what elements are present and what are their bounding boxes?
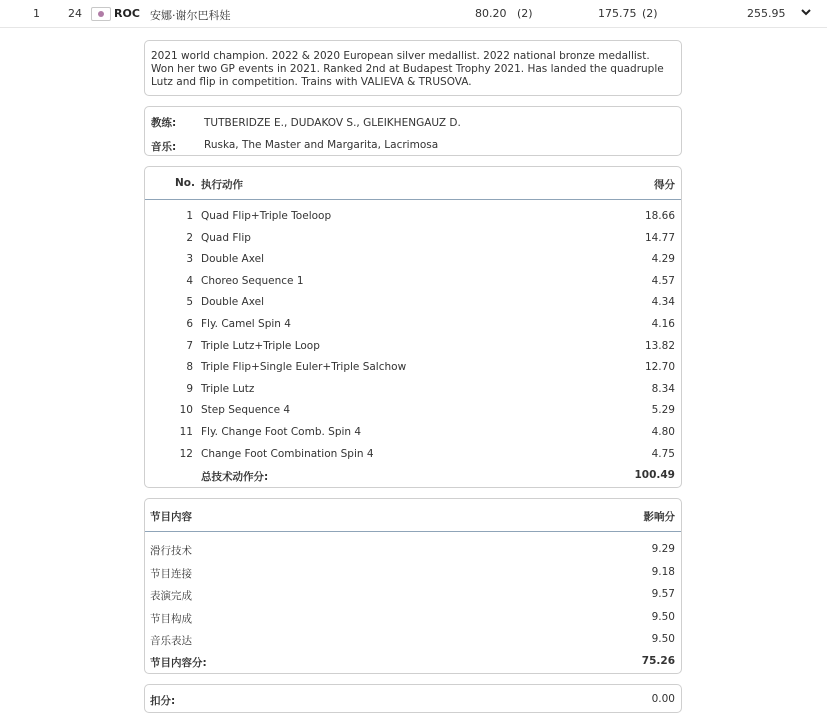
element-score: 4.75 [651, 447, 675, 460]
component-score: 9.50 [651, 610, 675, 623]
header-no: No. [175, 177, 195, 189]
element-score: 4.16 [651, 318, 675, 330]
skater-summary-row[interactable] [0, 0, 827, 28]
coach-value: TUTBERIDZE E., DUDAKOV S., GLEIKHENGAUZ D. [204, 117, 461, 129]
element-score: 4.34 [651, 296, 675, 309]
deductions-row [144, 684, 682, 713]
components-total-value: 75.26 [641, 655, 675, 667]
component-label: 音乐表达 [150, 635, 192, 648]
total-score: 255.95 [747, 7, 786, 20]
element-name: Triple Lutz+Triple Loop [201, 339, 320, 352]
element-score: 5.29 [651, 404, 675, 417]
skater-bio: 2021 world champion. 2022 & 2020 European silver medallist. 2022 national bronze medallist. Won her two GP events in 2021. Ranked 2nd at Budapest Trophy 2021. Has landed the quadruple Lutz and flip in competition. Trains with VALIEVA & TRUSOVA. [144, 40, 682, 96]
element-score: 14.77 [644, 231, 675, 244]
element-score: 13.82 [644, 339, 675, 352]
pcs-score: 175.75 [598, 7, 637, 20]
element-no: 5 [186, 296, 193, 309]
element-score: 12.70 [644, 361, 675, 374]
element-score: 8.34 [651, 382, 675, 395]
element-no: 9 [186, 382, 193, 395]
component-label: 节目构成 [150, 612, 192, 625]
elements-total-value: 100.49 [634, 469, 675, 481]
component-label: 表演完成 [150, 590, 192, 603]
components-total-row [145, 651, 681, 673]
deductions-label: 扣分: [150, 695, 176, 707]
element-name: Triple Lutz [201, 382, 255, 395]
component-score: 9.18 [651, 565, 675, 578]
element-no: 7 [186, 339, 193, 352]
element-score: 4.80 [651, 426, 675, 438]
elements-table [144, 166, 682, 488]
element-no: 11 [179, 426, 193, 438]
element-row [145, 292, 681, 313]
element-score: 4.57 [651, 274, 675, 287]
component-score: 9.50 [651, 633, 675, 646]
component-label: 滑行技术 [150, 545, 192, 557]
chevron-down-icon[interactable] [799, 5, 813, 19]
element-row [145, 314, 681, 335]
element-name: Choreo Sequence 1 [201, 274, 304, 287]
pcs-rank: (2) [642, 7, 658, 20]
element-name: Fly. Change Foot Comb. Spin 4 [201, 426, 362, 438]
elements-total-label: 总技术动作分: [201, 471, 269, 483]
element-row [145, 400, 681, 421]
start-number: 24 [68, 7, 82, 20]
element-row [145, 249, 681, 270]
element-no: 3 [186, 253, 193, 266]
header-score: 得分 [654, 179, 675, 191]
element-row [145, 379, 681, 400]
component-row [145, 607, 681, 629]
elements-total-row [145, 465, 681, 486]
header-element: 执行动作 [201, 179, 243, 191]
element-no: 2 [186, 231, 193, 244]
component-row [145, 562, 681, 584]
element-score: 18.66 [644, 210, 675, 222]
element-name: Quad Flip+Triple Toeloop [201, 210, 332, 222]
element-no: 1 [186, 210, 193, 222]
header-components: 节目内容 [150, 511, 192, 523]
nation-code: ROC [114, 7, 140, 20]
element-name: Double Axel [201, 296, 264, 309]
element-score: 4.29 [651, 253, 675, 266]
component-label: 节目连接 [150, 567, 192, 580]
coach-label: 教练: [151, 117, 177, 129]
skater-info [144, 106, 682, 156]
tes-score: 80.20 [475, 7, 507, 20]
element-row [145, 357, 681, 378]
component-score: 9.57 [651, 588, 675, 601]
music-label: 音乐: [151, 141, 177, 153]
element-no: 6 [186, 318, 193, 330]
element-no: 8 [186, 361, 193, 374]
components-total-label: 节目内容分: [150, 657, 207, 669]
element-name: Quad Flip [201, 231, 251, 244]
flag-icon [91, 7, 111, 21]
element-row [145, 228, 681, 249]
element-row [145, 271, 681, 292]
component-row [145, 539, 681, 561]
element-no: 12 [179, 447, 193, 460]
element-name: Change Foot Combination Spin 4 [201, 447, 374, 460]
element-row [145, 206, 681, 227]
skater-name: 安娜·谢尔巴科娃 [150, 9, 231, 22]
component-row [145, 584, 681, 606]
element-row [145, 336, 681, 357]
header-factor: 影响分 [643, 511, 675, 523]
element-no: 10 [179, 404, 193, 417]
element-name: Double Axel [201, 253, 264, 266]
element-row [145, 422, 681, 443]
deductions-value: 0.00 [651, 693, 675, 705]
rank: 1 [33, 7, 40, 20]
music-value: Ruska, The Master and Margarita, Lacrimosa [204, 139, 439, 151]
components-header [145, 499, 681, 532]
components-table [144, 498, 682, 674]
element-name: Step Sequence 4 [201, 404, 291, 417]
elements-header [145, 167, 681, 200]
element-row [145, 444, 681, 465]
element-no: 4 [186, 274, 193, 287]
element-name: Triple Flip+Single Euler+Triple Salchow [201, 361, 407, 374]
tes-rank: (2) [517, 7, 533, 20]
element-name: Fly. Camel Spin 4 [201, 318, 291, 330]
component-row [145, 629, 681, 651]
component-score: 9.29 [651, 543, 675, 555]
